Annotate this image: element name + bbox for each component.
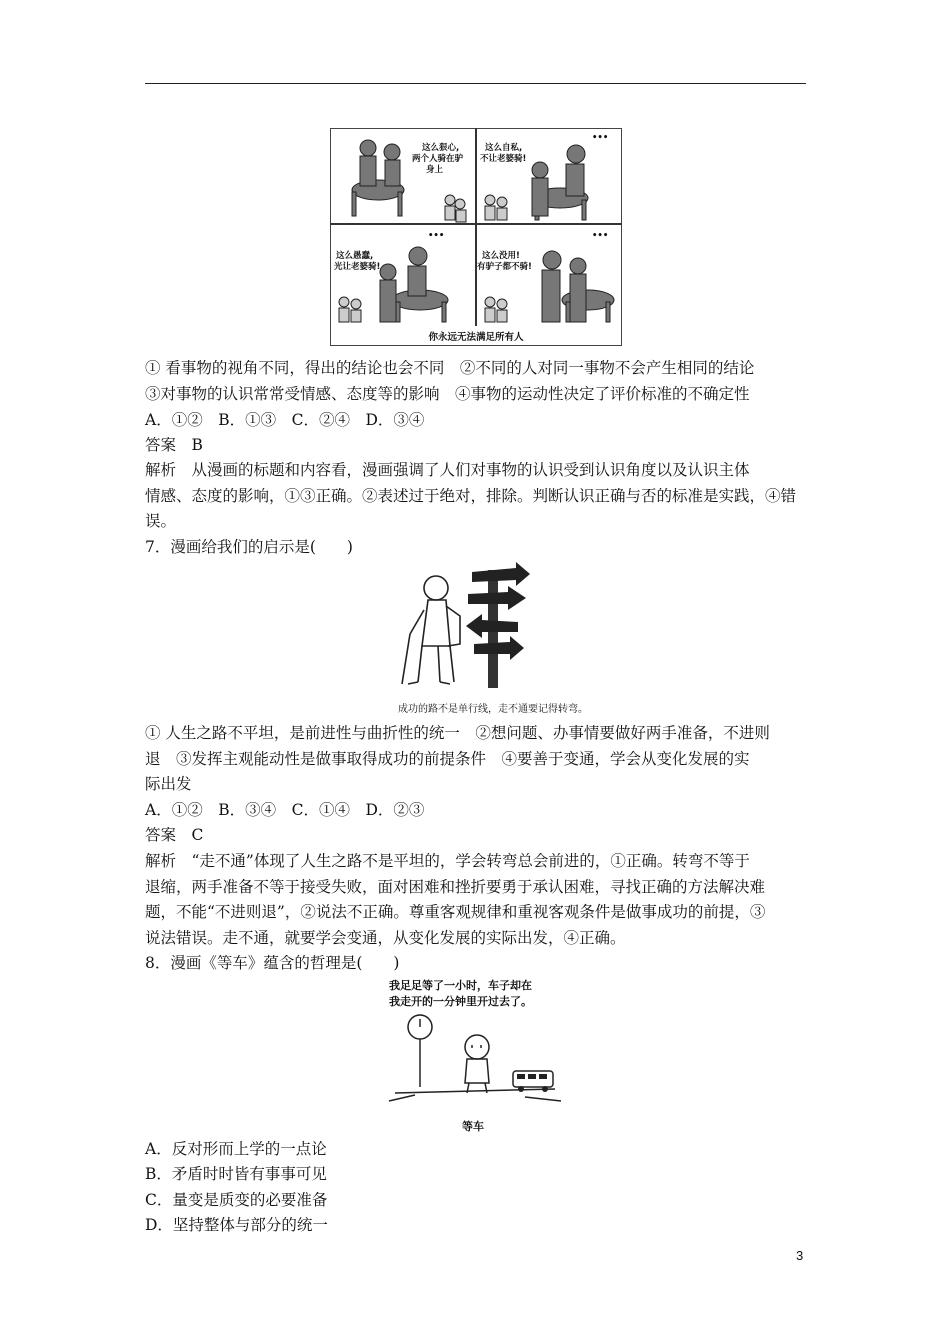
ellipsis-text: ••• — [428, 231, 445, 241]
q6-options-line-1: ① 看事物的视角不同，得出的结论也会不同 ②不同的人对同一事物不会产生相同的结论 — [145, 359, 755, 377]
q6-options-line-2: ③对事物的认识常常受情感、态度等的影响 ④事物的运动性决定了评价标准的不确定性 — [145, 385, 750, 403]
q7-option-line: ① 人生之路不平坦，是前进性与曲折性的统一 ②想问题、办事情要做好两手准备，不进则 — [145, 724, 770, 742]
bubble-text: 身上 — [426, 165, 444, 175]
cartoon-speech-line: 我足足等了一小时，车子却在 — [389, 979, 532, 992]
waiting-bus-caption: 等车 — [462, 1120, 484, 1133]
bubble-text: 两个人骑在驴 — [412, 154, 464, 164]
q7-answer: 答案 C — [145, 826, 204, 844]
q7-option-line: 际出发 — [145, 775, 192, 793]
comic-caption: 你永远无法满足所有人 — [428, 332, 524, 343]
bubble-text: 这么没用! — [482, 251, 520, 261]
ellipsis-text: ••• — [592, 231, 609, 241]
bubble-text: 这么狠心, — [422, 143, 460, 153]
donkey-comic-figure — [330, 128, 622, 346]
bubble-text: 这么自私, — [485, 143, 523, 153]
q6-analysis-line: 解析 从漫画的标题和内容看，漫画强调了人们对事物的认识受到认识角度以及认识主体 — [145, 461, 750, 479]
cartoon-speech-line: 我走开的一分钟里开过去了。 — [389, 995, 532, 1008]
q8-choice: D．坚持整体与部分的统一 — [145, 1216, 328, 1234]
q6-choices: A．①② B．①③ C．②④ D．③④ — [145, 411, 425, 429]
donkey-comic-illustration — [330, 128, 622, 346]
bubble-text: 光让老婆骑! — [334, 262, 381, 272]
q7-analysis-line: 退缩，两手准备不等于接受失败，面对困难和挫折要勇于承认困难，寻找正确的方法解决难 — [145, 878, 766, 896]
signpost-caption: 成功的路不是单行线，走不通要记得转弯。 — [398, 704, 588, 715]
waiting-bus-illustration — [385, 975, 565, 1115]
bubble-text: 有驴子都不骑! — [477, 262, 532, 272]
q7-analysis-line: 解析 “走不通”体现了人生之路不是平坦的，学会转弯总会前进的，①正确。转弯不等于 — [145, 852, 750, 870]
waiting-bus-cartoon-figure — [385, 975, 565, 1115]
q6-analysis-line: 情感、态度的影响，①③正确。②表述过于绝对，排除。判断认识正确与否的标准是实践，④错 — [145, 487, 797, 505]
q7-option-line: 退 ③发挥主观能动性是做事取得成功的前提条件 ④要善于变通，学会从变化发展的实 — [145, 750, 750, 768]
q7-question: 7．漫画给我们的启示是( ) — [145, 538, 353, 556]
ellipsis-text: ••• — [592, 133, 609, 143]
q8-question: 8．漫画《等车》蕴含的哲理是( ) — [145, 954, 400, 972]
signpost-illustration — [398, 560, 548, 690]
header-rule — [145, 83, 806, 84]
q7-analysis-line: 说法错误。走不通，就要学会变通，从变化发展的实际出发，④正确。 — [145, 929, 626, 947]
bubble-text: 这么愚蠢, — [336, 251, 374, 261]
q8-choice: C．量变是质变的必要准备 — [145, 1191, 328, 1209]
q7-analysis-line: 题，不能“不进则退”，②说法不正确。尊重客观规律和重视客观条件是做事成功的前提，③ — [145, 903, 766, 921]
q8-choice: B．矛盾时时皆有事事可见 — [145, 1165, 327, 1183]
bubble-text: 不让老婆骑! — [480, 154, 527, 164]
q6-analysis-line: 误。 — [145, 512, 177, 530]
q7-choices: A．①② B．③④ C．①④ D．②③ — [145, 801, 425, 819]
page-number: 3 — [796, 1248, 804, 1263]
q8-choice: A．反对形而上学的一点论 — [145, 1140, 327, 1158]
q6-answer: 答案 B — [145, 436, 203, 454]
signpost-cartoon-figure — [398, 560, 548, 690]
